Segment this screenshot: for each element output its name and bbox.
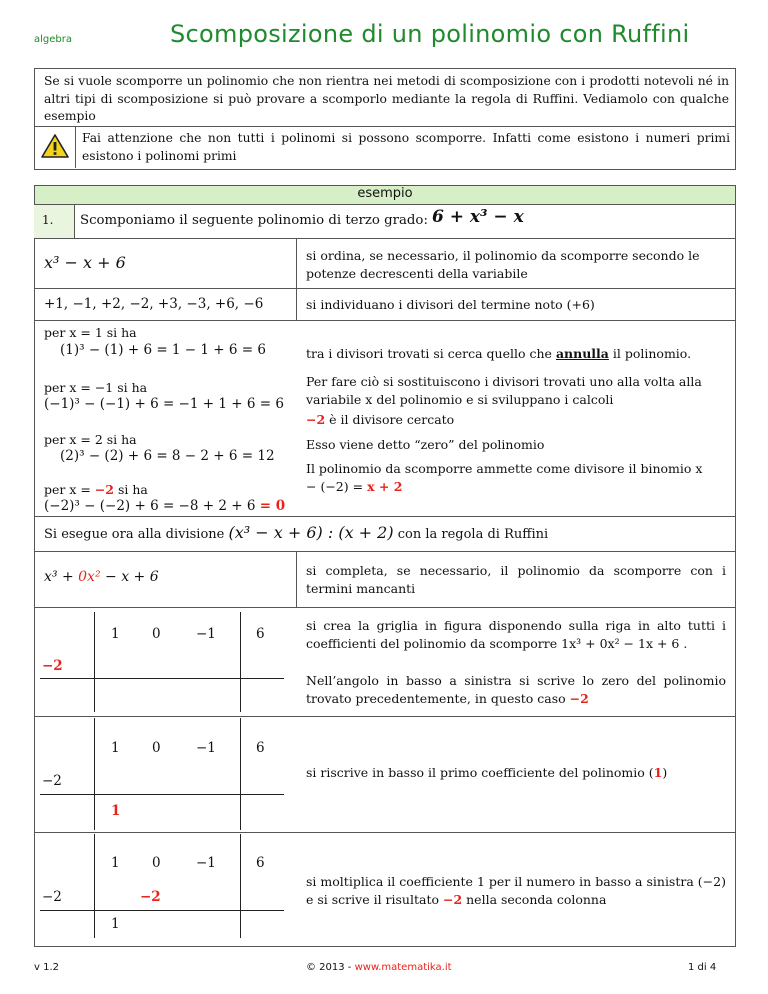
divider <box>34 320 736 321</box>
divider <box>296 238 297 320</box>
ordered-description: si ordina, se necessario, il polinomio da scomporre secondo le potenze decrescenti della variabile <box>306 248 700 281</box>
divider <box>34 716 736 717</box>
binomial-description: Il polinomio da scomporre ammette come divisore il binomio x − (−2) = x + 2 <box>306 461 703 494</box>
coefficient: 1 <box>111 626 120 642</box>
header-tag: algebra <box>34 34 72 45</box>
test-calc: (2)³ − (2) + 6 = 8 − 2 + 6 = 12 <box>60 448 275 464</box>
complete-polynomial: x³ + 0x² − x + 6 <box>44 569 159 585</box>
coefficient: −1 <box>196 855 216 871</box>
page-title: Scomposizione di un polinomio con Ruffini <box>170 20 690 48</box>
divider <box>34 607 736 608</box>
divider <box>75 126 76 168</box>
grid-line <box>40 910 284 911</box>
footer-version: v 1.2 <box>34 962 59 973</box>
divider <box>34 238 736 239</box>
test-lead: per x = −2 si ha <box>44 482 148 497</box>
copy-description: si riscrive in basso il primo coefficiente del polinomio (1) <box>306 765 668 780</box>
found-description: −2 è il divisore cercato <box>306 412 455 427</box>
complete-description: si completa, se necessario, il polinomio da scomporre con i termini mancanti <box>306 563 726 596</box>
method-description: Per fare ciò si sostituiscono i divisori trovati uno alla volta alla variabile x del polinomio e si sviluppano i calcoli <box>306 374 702 407</box>
grid-line <box>94 834 95 938</box>
coefficient: 0 <box>152 626 161 642</box>
divider <box>34 288 736 289</box>
test-calc: (−1)³ − (−1) + 6 = −1 + 1 + 6 = 6 <box>44 396 284 412</box>
grid-line <box>40 678 284 679</box>
test-lead: per x = 2 si ha <box>44 432 137 447</box>
search-description: tra i divisori trovati si cerca quello che annulla il polinomio. <box>306 346 692 361</box>
coefficient: 6 <box>256 855 265 871</box>
test-calc: (1)³ − (1) + 6 = 1 − 1 + 6 = 6 <box>60 342 266 358</box>
example-number: 1. <box>42 213 54 227</box>
site-link[interactable]: www.matematika.it <box>354 962 452 973</box>
divisors-description: si individuano i divisori del termine noto (+6) <box>306 297 595 312</box>
grid-line <box>240 834 241 938</box>
product-value: −2 <box>140 889 161 905</box>
grid-line <box>240 612 241 712</box>
coefficient: 6 <box>256 740 265 756</box>
coefficient: 1 <box>111 740 120 756</box>
zero-value: −2 <box>42 658 63 674</box>
example-number-cell <box>34 205 75 239</box>
intro-text: Se si vuole scomporre un polinomio che non rientra nei metodi di scomposizione con i prodotti notevoli né in altri tipi di scomposizione si può provare a scomporlo mediante la regola di Ruffini. Vediamolo con qualche esempio <box>44 74 729 123</box>
warning-icon <box>41 133 69 159</box>
coefficient: −1 <box>196 740 216 756</box>
divider <box>34 551 736 552</box>
result-value: 1 <box>111 916 120 932</box>
footer-copyright: © 2013 - www.matematika.it <box>306 962 452 973</box>
divider <box>34 516 736 517</box>
task-text: Scomponiamo il seguente polinomio di terzo grado: <box>80 213 428 228</box>
test-lead: per x = 1 si ha <box>44 325 137 340</box>
divider <box>34 832 736 833</box>
divider <box>296 551 297 607</box>
coefficient: 1 <box>111 855 120 871</box>
corner-description: Nell’angolo in basso a sinistra si scrive lo zero del polinomio trovato precedentemente, in questo caso −2 <box>306 673 726 706</box>
grid-line <box>40 794 284 795</box>
multiply-description: si moltiplica il coefficiente 1 per il numero in basso a sinistra (−2) e si scrive il risultato −2 nella seconda colonna <box>306 874 726 907</box>
zero-description: Esso viene detto “zero” del polinomio <box>306 437 545 452</box>
coefficient: 0 <box>152 855 161 871</box>
division-statement: Si esegue ora alla divisione (x³ − x + 6) : (x + 2) con la regola di Ruffini <box>44 523 549 542</box>
test-calc: (−2)³ − (−2) + 6 = −8 + 2 + 6 = 0 <box>44 498 286 514</box>
coefficient: −1 <box>196 626 216 642</box>
task-polynomial: 6 + x³ − x <box>432 207 524 227</box>
coefficient: 0 <box>152 740 161 756</box>
zero-value: −2 <box>42 773 62 789</box>
ordered-polynomial: x³ − x + 6 <box>44 253 126 272</box>
warning-text: Fai attenzione che non tutti i polinomi si possono scomporre. Infatti come esistono i numeri primi esistono i polinomi primi <box>82 131 730 163</box>
divider <box>34 126 736 127</box>
result-value: 1 <box>111 803 121 819</box>
footer-page-number: 1 di 4 <box>688 962 717 973</box>
grid-line <box>240 718 241 830</box>
grid-line <box>94 718 95 830</box>
grid-description: si crea la griglia in figura disponendo sulla riga in alto tutti i coefficienti del polinomio da scomporre 1x³ + 0x² − 1x + 6 . <box>306 618 726 651</box>
zero-value: −2 <box>42 889 62 905</box>
grid-line <box>94 612 95 712</box>
divisors-list: +1, −1, +2, −2, +3, −3, +6, −6 <box>44 296 264 312</box>
coefficient: 6 <box>256 626 265 642</box>
test-lead: per x = −1 si ha <box>44 380 148 395</box>
example-title: esempio <box>357 186 413 201</box>
